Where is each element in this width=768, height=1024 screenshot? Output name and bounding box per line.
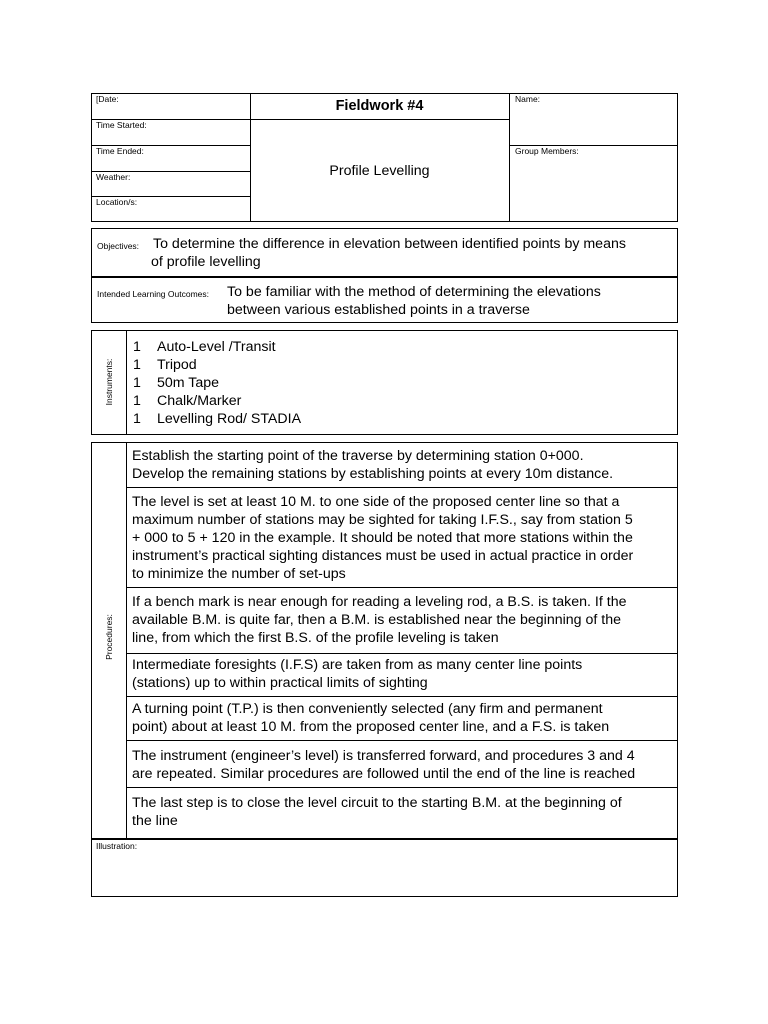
objectives-label: Objectives: — [97, 241, 140, 251]
illustration-label: Illustration: — [96, 841, 138, 851]
procedure-step-6: The instrument (engineer’s level) is transferred forward, and procedures 3 and 4 are repeated. Similar procedures are followed until the end of the line is reached — [132, 748, 636, 782]
procedure-step-2: The level is set at least 10 M. to one side of the proposed center line so that a maximum number of stations may be sighted for taking I.F.S., say from station 5 + 000 to 5 + 120 in the example. It should be noted that more stations within the instrument’s practical sighting distances must be used in actual practice in order to minimize the number of set-ups — [132, 494, 634, 582]
procedure-step-1: Establish the starting point of the traverse by determining station 0+000. Develop the remaining stations by establishing points at every 10m distance. — [132, 448, 614, 482]
instrument-item: 1 Auto-Level /Transit — [133, 339, 276, 355]
procedure-step-7: The last step is to close the level circuit to the starting B.M. at the beginning of the line — [132, 795, 622, 829]
procedure-step-5: A turning point (T.P.) is then conveniently selected (any firm and permanent point) about at least 10 M. from the proposed center line, and a F.S. is taken — [132, 701, 610, 735]
header-divider-right — [509, 93, 510, 222]
group-members-label: Group Members: — [515, 146, 579, 156]
location-label: Location/s: — [96, 197, 138, 207]
instruments-label: Instruments: — [104, 358, 114, 406]
instrument-item: 1 Chalk/Marker — [133, 393, 242, 409]
procedures-label: Procedures: — [104, 614, 114, 660]
form-subtitle: Profile Levelling — [329, 163, 430, 179]
time-started-label: Time Started: — [96, 120, 147, 130]
illustration-section — [91, 839, 678, 897]
date-label: [Date: — [96, 94, 119, 104]
name-label: Name: — [515, 94, 541, 104]
procedure-step-3: If a bench mark is near enough for reading a leveling rod, a B.S. is taken. If the available B.M. is quite far, then a B.M. is established near the beginning of the line, from which the first B.S. of the profile leveling is taken — [132, 594, 627, 646]
objectives-text-line2: of profile levelling — [151, 254, 261, 270]
form-title: Fieldwork #4 — [335, 98, 424, 114]
weather-label: Weather: — [96, 172, 131, 182]
ilo-label: Intended Learning Outcomes: — [97, 289, 209, 299]
instrument-item: 1 Levelling Rod/ STADIA — [133, 411, 302, 427]
objectives-text-line1: To determine the difference in elevation between identified points by means — [153, 236, 626, 252]
procedure-step-4: Intermediate foresights (I.F.S) are taken from as many center line points (stations) up to within practical limits of sighting — [132, 657, 583, 691]
ilo-text-line1: To be familiar with the method of determining the elevations — [227, 284, 601, 300]
time-ended-label: Time Ended: — [96, 146, 144, 156]
instrument-item: 1 50m Tape — [133, 375, 220, 391]
ilo-text-line2: between various established points in a traverse — [227, 302, 530, 318]
instrument-item: 1 Tripod — [133, 357, 197, 373]
